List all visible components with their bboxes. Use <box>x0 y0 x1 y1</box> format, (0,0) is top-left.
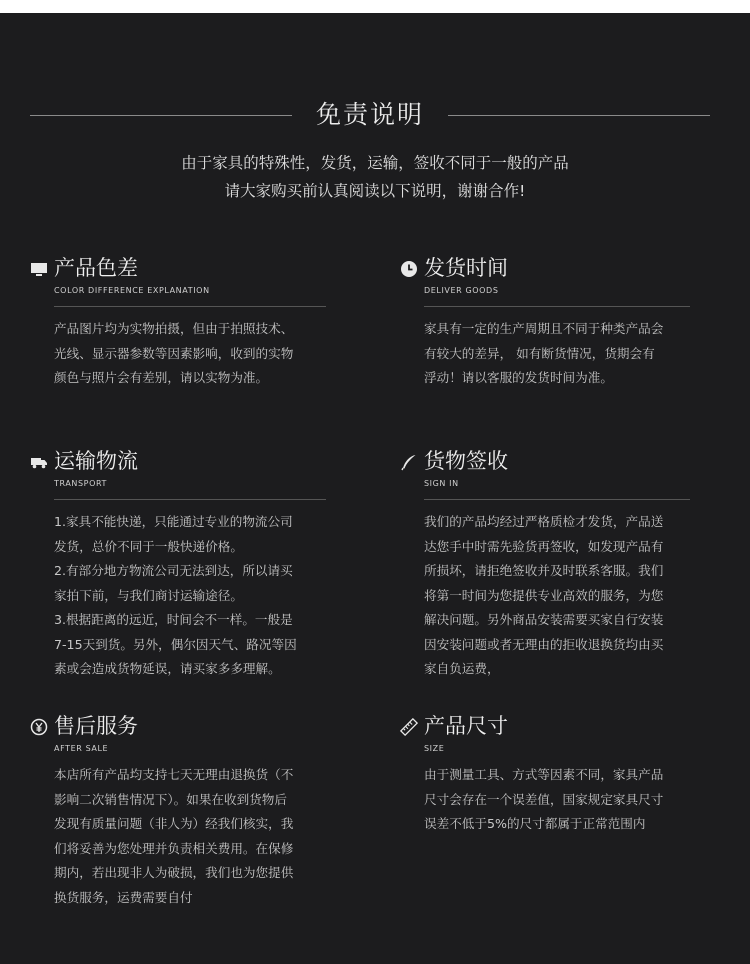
body-line: 所损坏，请拒绝签收并及时联系客服。我们 <box>424 563 664 578</box>
body-line: 们将妥善为您处理并负责相关费用。在保修 <box>54 840 294 856</box>
section-subtitle: TRANSPORT <box>54 479 108 488</box>
body-line: 期内，若出现非人为破损，我们也为您提供 <box>54 865 294 880</box>
ruler-icon <box>400 718 418 736</box>
section-subtitle: SIGN IN <box>424 479 459 488</box>
section-title: 发货时间 <box>424 256 508 280</box>
disclaimer-panel <box>0 13 750 964</box>
body-line: 1.家具不能快递，只能通过专业的物流公司 <box>54 514 293 529</box>
section-divider <box>424 306 690 307</box>
section-body <box>54 317 326 391</box>
section-sign-in <box>400 446 690 682</box>
body-line: 将第一时间为您提供专业高效的服务，为您 <box>424 587 664 603</box>
truck-icon <box>30 453 48 471</box>
section-title: 售后服务 <box>54 714 138 738</box>
section-divider <box>54 306 326 307</box>
section-body <box>424 510 690 682</box>
body-line: 光线、显示器参数等因素影响，收到的实物 <box>54 345 294 361</box>
title-divider-right <box>448 115 710 116</box>
body-line: 尺寸会存在一个误差值，国家规定家具尺寸 <box>424 791 664 807</box>
body-line: 2.有部分地方物流公司无法到达，所以请买 <box>54 563 293 578</box>
body-line: 影响二次销售情况下）。如果在收到货物后 <box>54 791 287 807</box>
page-title: 免责说明 <box>315 100 424 129</box>
body-line: 由于测量工具、方式等因素不同，家具产品 <box>424 767 664 782</box>
section-transport <box>30 446 326 682</box>
section-title: 运输物流 <box>54 449 138 473</box>
section-after-sale <box>30 711 326 910</box>
section-body <box>54 763 326 910</box>
yen-icon <box>30 718 48 736</box>
body-line: 解决问题。另外商品安装需要买家自行安装 <box>424 612 664 627</box>
section-color-difference <box>30 253 326 391</box>
section-title: 产品尺寸 <box>424 714 508 738</box>
intro-line: 由于家具的特殊性，发货，运输，签收不同于一般的产品 <box>181 154 569 172</box>
intro-text <box>0 149 750 205</box>
section-title: 产品色差 <box>54 256 138 280</box>
body-line: 因安装问题或者无理由的拒收退换货均由买 <box>424 636 664 652</box>
body-line: 我们的产品均经过严格质检才发货，产品送 <box>424 514 664 529</box>
section-divider <box>54 499 326 500</box>
section-body <box>54 510 326 682</box>
body-line: 颜色与照片会有差别，请以实物为准。 <box>54 370 269 385</box>
body-line: 家拍下前，与我们商讨运输途径。 <box>54 587 243 603</box>
body-line: 产品图片均为实物拍摄，但由于拍照技术、 <box>54 321 294 336</box>
body-line: 3.根据距离的远近，时间会不一样。一般是 <box>54 612 293 627</box>
body-line: 7-15天到货。另外，偶尔因天气、路况等因 <box>54 636 297 652</box>
section-subtitle: SIZE <box>424 744 445 753</box>
section-subtitle: AFTER SALE <box>54 744 109 753</box>
body-line: 有较大的差异， 如有断货情况，货期会有 <box>424 345 655 361</box>
body-line: 发现有质量问题（非人为）经我们核实，我 <box>54 816 294 831</box>
clock-icon <box>400 260 418 278</box>
body-line: 误差不低于5%的尺寸都属于正常范围内 <box>424 816 646 831</box>
title-divider-left <box>30 115 292 116</box>
section-body <box>424 763 700 837</box>
intro-line: 请大家购买前认真阅读以下说明，谢谢合作! <box>224 182 526 200</box>
title-row <box>30 97 710 133</box>
section-subtitle: DELIVER GOODS <box>424 286 499 295</box>
section-body <box>424 317 690 391</box>
body-line: 家具有一定的生产周期且不同于种类产品会 <box>424 321 664 336</box>
section-subtitle: COLOR DIFFERENCE EXPLANATION <box>54 286 210 295</box>
section-deliver-goods <box>400 253 690 391</box>
section-size <box>400 711 700 837</box>
body-line: 家自负运费， <box>424 661 500 676</box>
body-line: 浮动！请以客服的发货时间为准。 <box>424 370 613 385</box>
body-line: 发货，总价不同于一般快递价格。 <box>54 538 243 554</box>
pen-icon <box>400 453 418 471</box>
body-line: 素或会造成货物延误，请买家多多理解。 <box>54 661 281 676</box>
body-line: 本店所有产品均支持七天无理由退换货（不 <box>54 767 294 782</box>
section-divider <box>424 499 690 500</box>
body-line: 达您手中时需先验货再签收，如发现产品有 <box>424 538 664 554</box>
body-line: 换货服务，运费需要自付 <box>54 889 193 905</box>
monitor-icon <box>30 260 48 278</box>
section-title: 货物签收 <box>424 449 508 473</box>
